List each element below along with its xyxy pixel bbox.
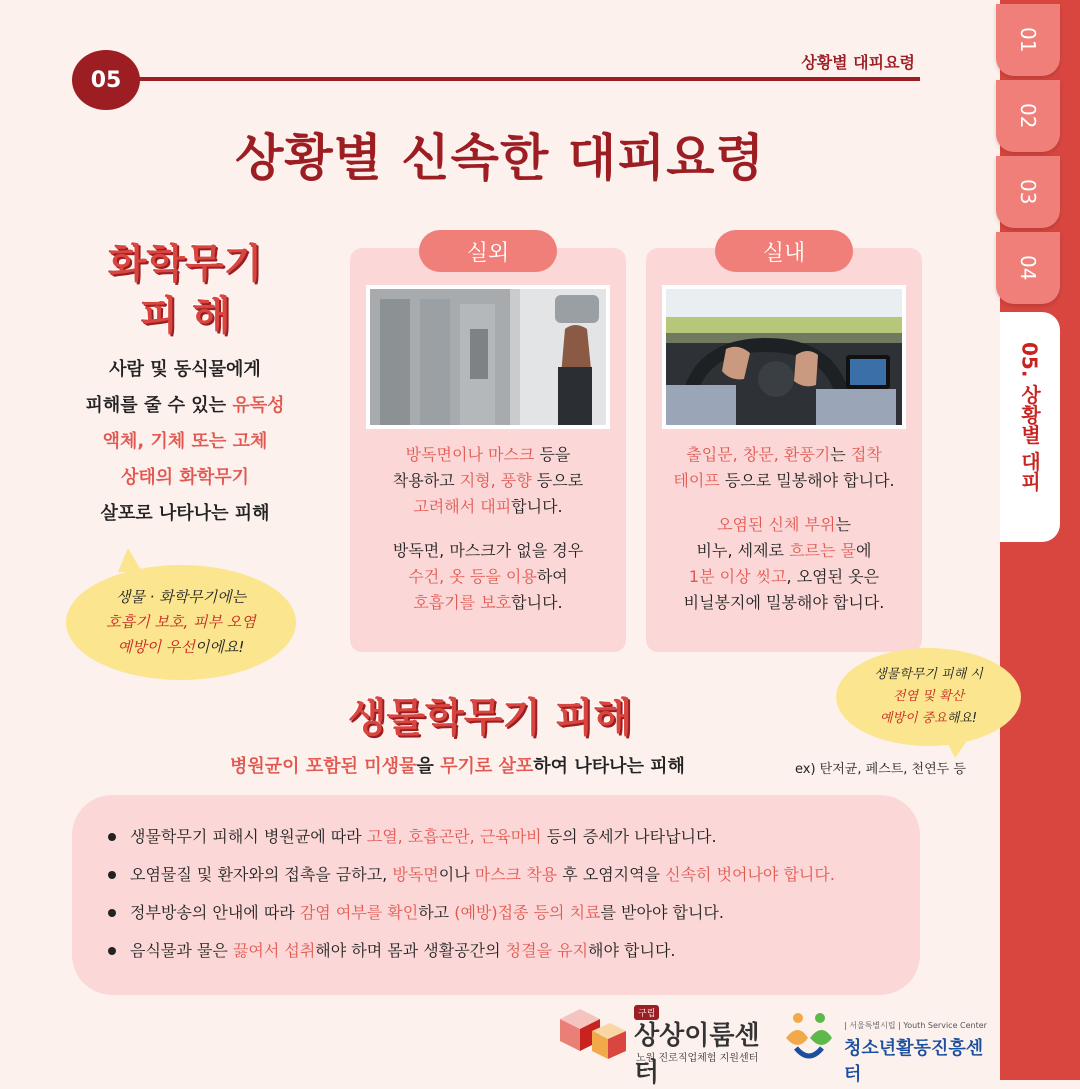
outdoor-paragraph (350, 442, 626, 520)
bubble-text: 이에요! (194, 638, 245, 656)
logo-subtitle: 노원 진로직업체험 지원센터 (636, 1053, 759, 1064)
list-item (108, 932, 918, 970)
desc-text: 피해를 줄 수 있는 (85, 395, 233, 416)
outdoor-paragraph (350, 538, 626, 616)
sangsang-center-logo (556, 1005, 776, 1088)
text-highlight: 청결을 유지 (505, 941, 589, 960)
chem-title (75, 238, 295, 342)
tab-label: 03 (1016, 179, 1040, 205)
text: 하여 나타나는 피해 (533, 756, 685, 777)
bubble-line: 전염 및 확산 (892, 689, 965, 704)
text: 방독면, 마스크가 없을 경우 (392, 541, 584, 560)
text: 등으로 밀봉해야 합니다. (719, 471, 895, 490)
text-highlight: 지형, 풍향 (459, 471, 532, 490)
youth-center-logo (780, 1008, 990, 1085)
text: , 오염된 옷은 (786, 567, 880, 586)
logo-name: 상상이룸센터 (634, 1021, 760, 1088)
text-highlight: 고열, 호흡곤란, 근육마비 (366, 827, 542, 846)
text: 는 (835, 515, 851, 534)
outdoor-label: 실외 (419, 230, 557, 272)
text-highlight: 출입문, 창문, 환풍기 (686, 445, 831, 464)
text: 오염물질 및 환자와의 접촉을 금하고, (130, 865, 393, 884)
text: 합니다. (511, 497, 563, 516)
text-highlight: 병원균이 포함된 미생물 (230, 756, 417, 777)
list-item (108, 818, 918, 856)
text: 에 (856, 541, 872, 560)
desc-line: 액체, 기체 또는 고체 (102, 431, 268, 452)
bio-list (108, 818, 918, 970)
text: 정부방송의 안내에 따라 (130, 903, 300, 922)
tab-label: 05. 상황별 대피 (1017, 342, 1042, 492)
page-title: 상황별 신속한 대피요령 (235, 129, 765, 187)
text-highlight: 테이프 (673, 471, 720, 490)
section-label: 상황별 대피요령 (801, 53, 915, 72)
desc-highlight: 유독성 (232, 395, 285, 416)
chem-title-line: 화학무기 (107, 241, 263, 287)
header-divider (120, 77, 920, 81)
text: 는 (830, 445, 851, 464)
subway-hand-image (370, 289, 606, 425)
text-highlight: 호흡기를 보호 (413, 593, 512, 612)
list-item (108, 894, 918, 932)
desc-line: 사람 및 동식물에게 (109, 359, 261, 380)
cube-logo-icon (556, 1005, 630, 1065)
text-highlight: 접착 (850, 445, 882, 464)
tab-label: 02 (1016, 103, 1040, 129)
text: 비누, 세제로 (696, 541, 790, 560)
desc-line: 살포로 나타나는 피해 (100, 503, 270, 524)
tab-05-active[interactable] (1000, 312, 1060, 542)
logo-subtitle: | 서울특별시립 | Youth Service Center (844, 1021, 987, 1030)
bio-description (230, 752, 685, 778)
text: 생물학무기 피해시 병원균에 따라 (130, 827, 367, 846)
indoor-label: 실내 (715, 230, 853, 272)
outdoor-text (350, 442, 626, 634)
text: 음식물과 물은 (130, 941, 233, 960)
outdoor-photo (366, 285, 610, 429)
speech-bubble-tip (66, 565, 296, 680)
text-highlight: 끓여서 섭취 (232, 941, 316, 960)
text: 등으로 (531, 471, 584, 490)
indoor-paragraph (646, 512, 922, 616)
text-highlight: (예방)접종 등의 치료 (454, 903, 601, 922)
text-highlight: 방독면이나 마스크 (405, 445, 535, 464)
text-highlight: 흐르는 물 (789, 541, 856, 560)
text-highlight: 1분 이상 씻고 (688, 567, 787, 586)
text: 해야 하며 몸과 생활공간의 (315, 941, 506, 960)
bubble-line: 호흡기 보호, 피부 오염 (106, 613, 256, 631)
tab-03[interactable] (996, 156, 1060, 228)
chem-description (40, 352, 330, 532)
tab-label: 04 (1016, 255, 1040, 281)
text: 해야 합니다. (588, 941, 676, 960)
speech-bubble-tip (836, 648, 1021, 746)
text-highlight: 방독면 (392, 865, 439, 884)
text: 을 (416, 756, 441, 777)
car-interior-image (666, 289, 902, 425)
text: 착용하고 (392, 471, 460, 490)
speech-bubble-tail (945, 738, 969, 758)
tab-02[interactable] (996, 80, 1060, 152)
text-highlight: 마스크 착용 (474, 865, 558, 884)
text-highlight: 고려해서 대피 (413, 497, 512, 516)
bio-title: 생물학무기 피해 (347, 695, 633, 741)
bubble-highlight: 예방이 우선 (117, 638, 195, 656)
tab-label: 01 (1016, 27, 1040, 53)
bubble-line: 생물 · 화학무기에는 (115, 588, 247, 606)
text: 하여 (536, 567, 568, 586)
indoor-paragraph (646, 442, 922, 494)
bio-example: ex) 탄저균, 페스트, 천연두 등 (795, 762, 966, 777)
text: 합니다. (511, 593, 563, 612)
text-highlight: 감염 여부를 확인 (299, 903, 419, 922)
text-highlight: 오염된 신체 부위 (717, 515, 836, 534)
tab-01[interactable] (996, 4, 1060, 76)
text-highlight: 수건, 옷 등을 이용 (408, 567, 537, 586)
text-highlight: 무기로 살포 (440, 756, 534, 777)
people-logo-icon (780, 1008, 838, 1066)
list-item (108, 856, 918, 894)
indoor-photo (662, 285, 906, 429)
text: 비닐봉지에 밀봉해야 합니다. (683, 593, 885, 612)
bubble-line (874, 708, 983, 730)
section-number-badge: 05 (72, 50, 140, 110)
bubble-highlight: 예방이 중요 (879, 711, 947, 726)
logo-name: 청소년활동진흥센터 (844, 1038, 984, 1085)
bubble-line: 생물학무기 피해 시 (874, 667, 983, 682)
bubble-line (106, 635, 255, 660)
desc-line: 상태의 화학무기 (121, 467, 249, 488)
text-highlight: 신속히 벗어나야 합니다. (665, 865, 835, 884)
bubble-text: 해요! (946, 711, 978, 726)
text: 후 오염지역을 (557, 865, 666, 884)
text: 등을 (534, 445, 571, 464)
text: 등의 증세가 나타납니다. (541, 827, 717, 846)
indoor-text (646, 442, 922, 634)
tab-04[interactable] (996, 232, 1060, 304)
chem-title-line: 피 해 (139, 293, 231, 339)
text: 하고 (418, 903, 455, 922)
text: 이나 (438, 865, 475, 884)
text: 를 받아야 합니다. (600, 903, 724, 922)
logo-tag: 구립 (634, 1005, 659, 1020)
desc-line (40, 388, 330, 424)
